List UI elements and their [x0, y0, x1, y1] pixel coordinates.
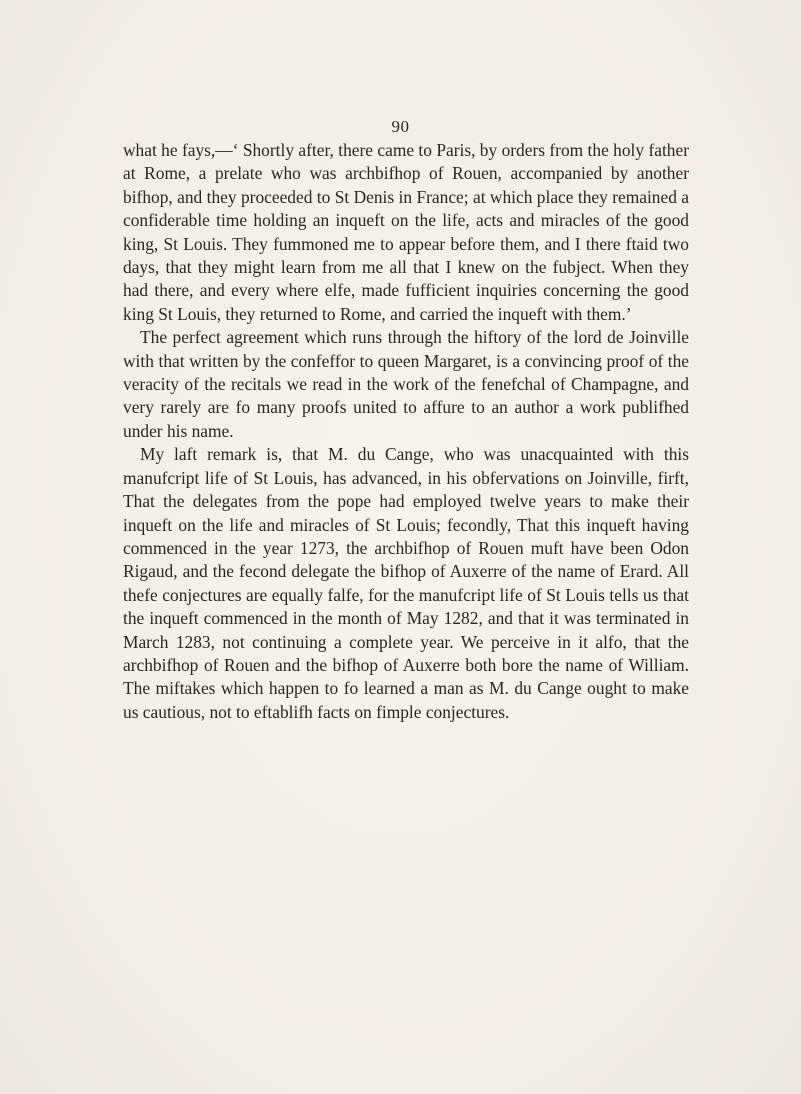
- paragraph-1: what he fays,—‘ Shortly after, there came to Paris, by orders from the holy father at Rome, a prelate who was archbifhop of Rouen, accompanied by another bifhop, and they proceeded to St Denis in France; at which place they remained a confiderable time holding an inqueft on the life, acts and miracles of the good king, St Louis. They fummoned me to appear before them, and I there ftaid two days, that they might learn from me all that I knew on the fubject. When they had there, and every where elfe, made fufficient inquiries concerning the good king St Louis, they returned to Rome, and carried the inqueft with them.’: [123, 140, 689, 324]
- paragraph-2: The perfect agreement which runs through the hiftory of the lord de Joinville with that written by the confeffor to queen Margaret, is a convincing proof of the veracity of the recitals we read in the work of the fenefchal of Champagne, and very rarely are fo many proofs united to affure to an author a work publifhed under his name.: [123, 327, 689, 441]
- page-number: 90: [391, 117, 410, 136]
- paragraph-3: My laft remark is, that M. du Cange, who was unacquainted with this manufcript life of St Louis, has advanced, in his obfervations on Joinville, firft, That the delegates from the pope had employed twelve years to make their inqueft on the life and miracles of St Louis; fecondly, That this inqueft having commenced in the year 1273, the archbifhop of Rouen muft have been Odon Rigaud, and the fecond delegate the bifhop of Auxerre of the name of Erard. All thefe conjectures are equally falfe, for the manufcript life of St Louis tells us that the inqueft commenced in the month of May 1282, and that it was terminated in March 1283, not continuing a complete year. We perceive in it alfo, that the archbifhop of Rouen and the bifhop of Auxerre both bore the name of William. The miftakes which happen to fo learned a man as M. du Cange ought to make us cautious, not to eftablifh facts on fimple conjectures.: [123, 444, 689, 722]
- body-text: [123, 139, 689, 724]
